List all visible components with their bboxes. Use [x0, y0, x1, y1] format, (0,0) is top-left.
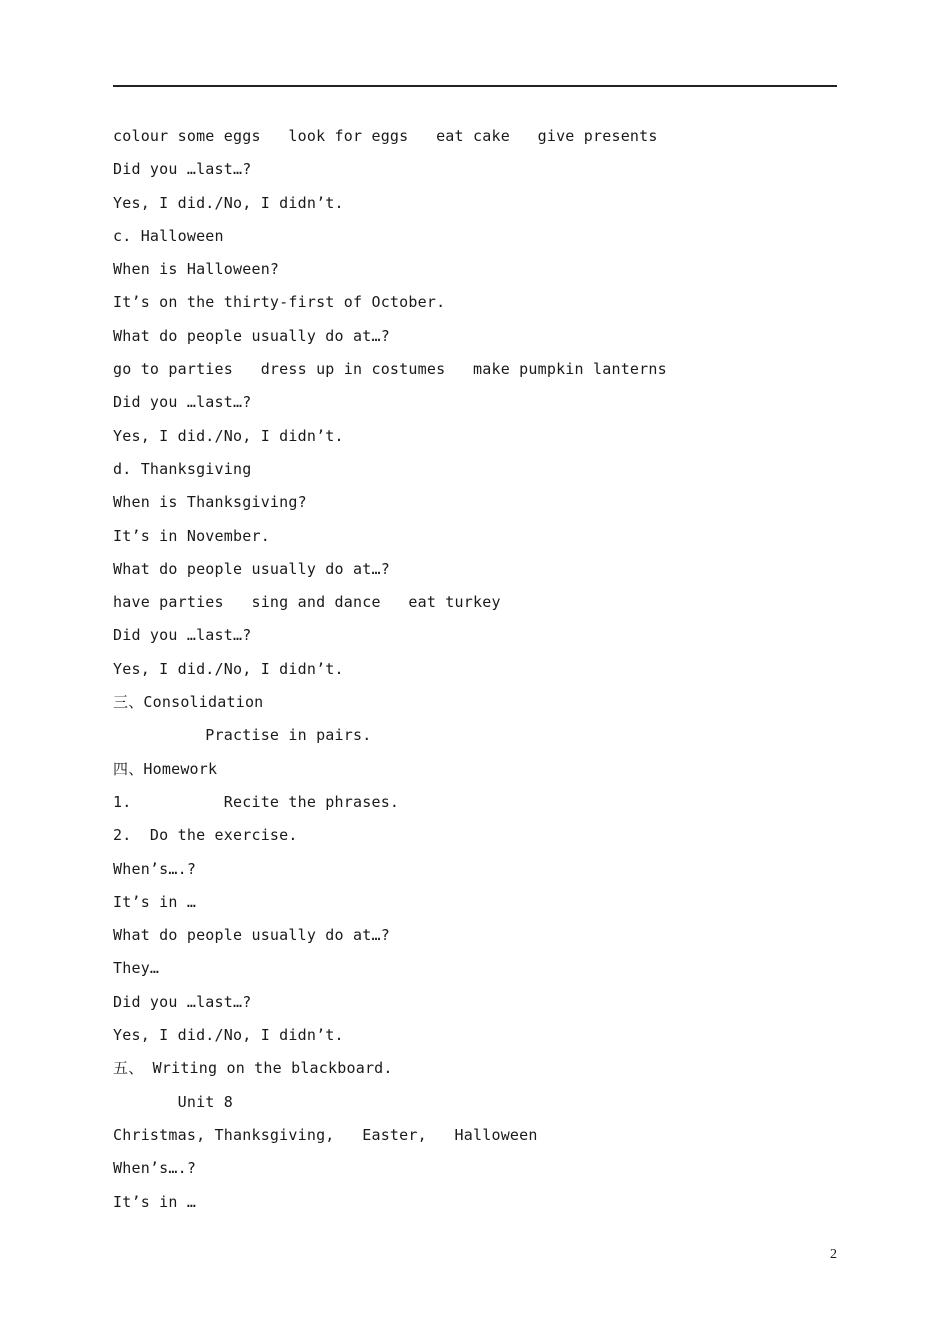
- text-line: Did you …last…?: [113, 626, 252, 645]
- text-line: When’s….?: [113, 1159, 197, 1178]
- text-line: Unit 8: [113, 1092, 233, 1111]
- text-line: Did you …last…?: [113, 992, 252, 1011]
- text-line: Yes, I did./No, I didn’t.: [113, 1026, 344, 1045]
- text-line: Yes, I did./No, I didn’t.: [113, 426, 344, 445]
- text-line: It’s in …: [113, 1192, 197, 1211]
- text-line: When is Halloween?: [113, 260, 280, 279]
- text-line: When is Thanksgiving?: [113, 493, 307, 512]
- text-line: Did you …last…?: [113, 393, 252, 412]
- section-heading: 四、Homework: [113, 759, 218, 778]
- list-item: 2. Do the exercise.: [113, 826, 298, 845]
- text-line: It’s in …: [113, 892, 197, 911]
- header-rule: [113, 85, 837, 87]
- text-line: What do people usually do at…?: [113, 326, 390, 345]
- text-line: It’s in November.: [113, 526, 270, 545]
- text-line: Yes, I did./No, I didn’t.: [113, 193, 344, 212]
- text-line: colour some eggs look for eggs eat cake give presents: [113, 127, 658, 145]
- text-line: What do people usually do at…?: [113, 559, 390, 578]
- list-item: 1. Recite the phrases.: [113, 792, 400, 811]
- text-line: go to parties dress up in costumes make pumpkin lanterns: [113, 360, 667, 379]
- section-heading: d. Thanksgiving: [113, 459, 252, 478]
- text-line: have parties sing and dance eat turkey: [113, 593, 501, 612]
- text-line: Yes, I did./No, I didn’t.: [113, 659, 344, 678]
- document-body: [113, 120, 837, 1219]
- text-line: Practise in pairs.: [113, 726, 372, 745]
- text-line: It’s on the thirty-first of October.: [113, 293, 446, 312]
- text-line: When’s….?: [113, 859, 197, 878]
- text-line: They…: [113, 959, 160, 978]
- text-line: Did you …last…?: [113, 160, 252, 179]
- page-number: 2: [830, 1247, 837, 1262]
- section-heading: c. Halloween: [113, 226, 224, 245]
- section-heading: 三、Consolidation: [113, 693, 264, 712]
- section-heading: 五、 Writing on the blackboard.: [113, 1059, 393, 1078]
- text-line: What do people usually do at…?: [113, 926, 390, 945]
- text-line: Christmas, Thanksgiving, Easter, Halloween: [113, 1125, 538, 1144]
